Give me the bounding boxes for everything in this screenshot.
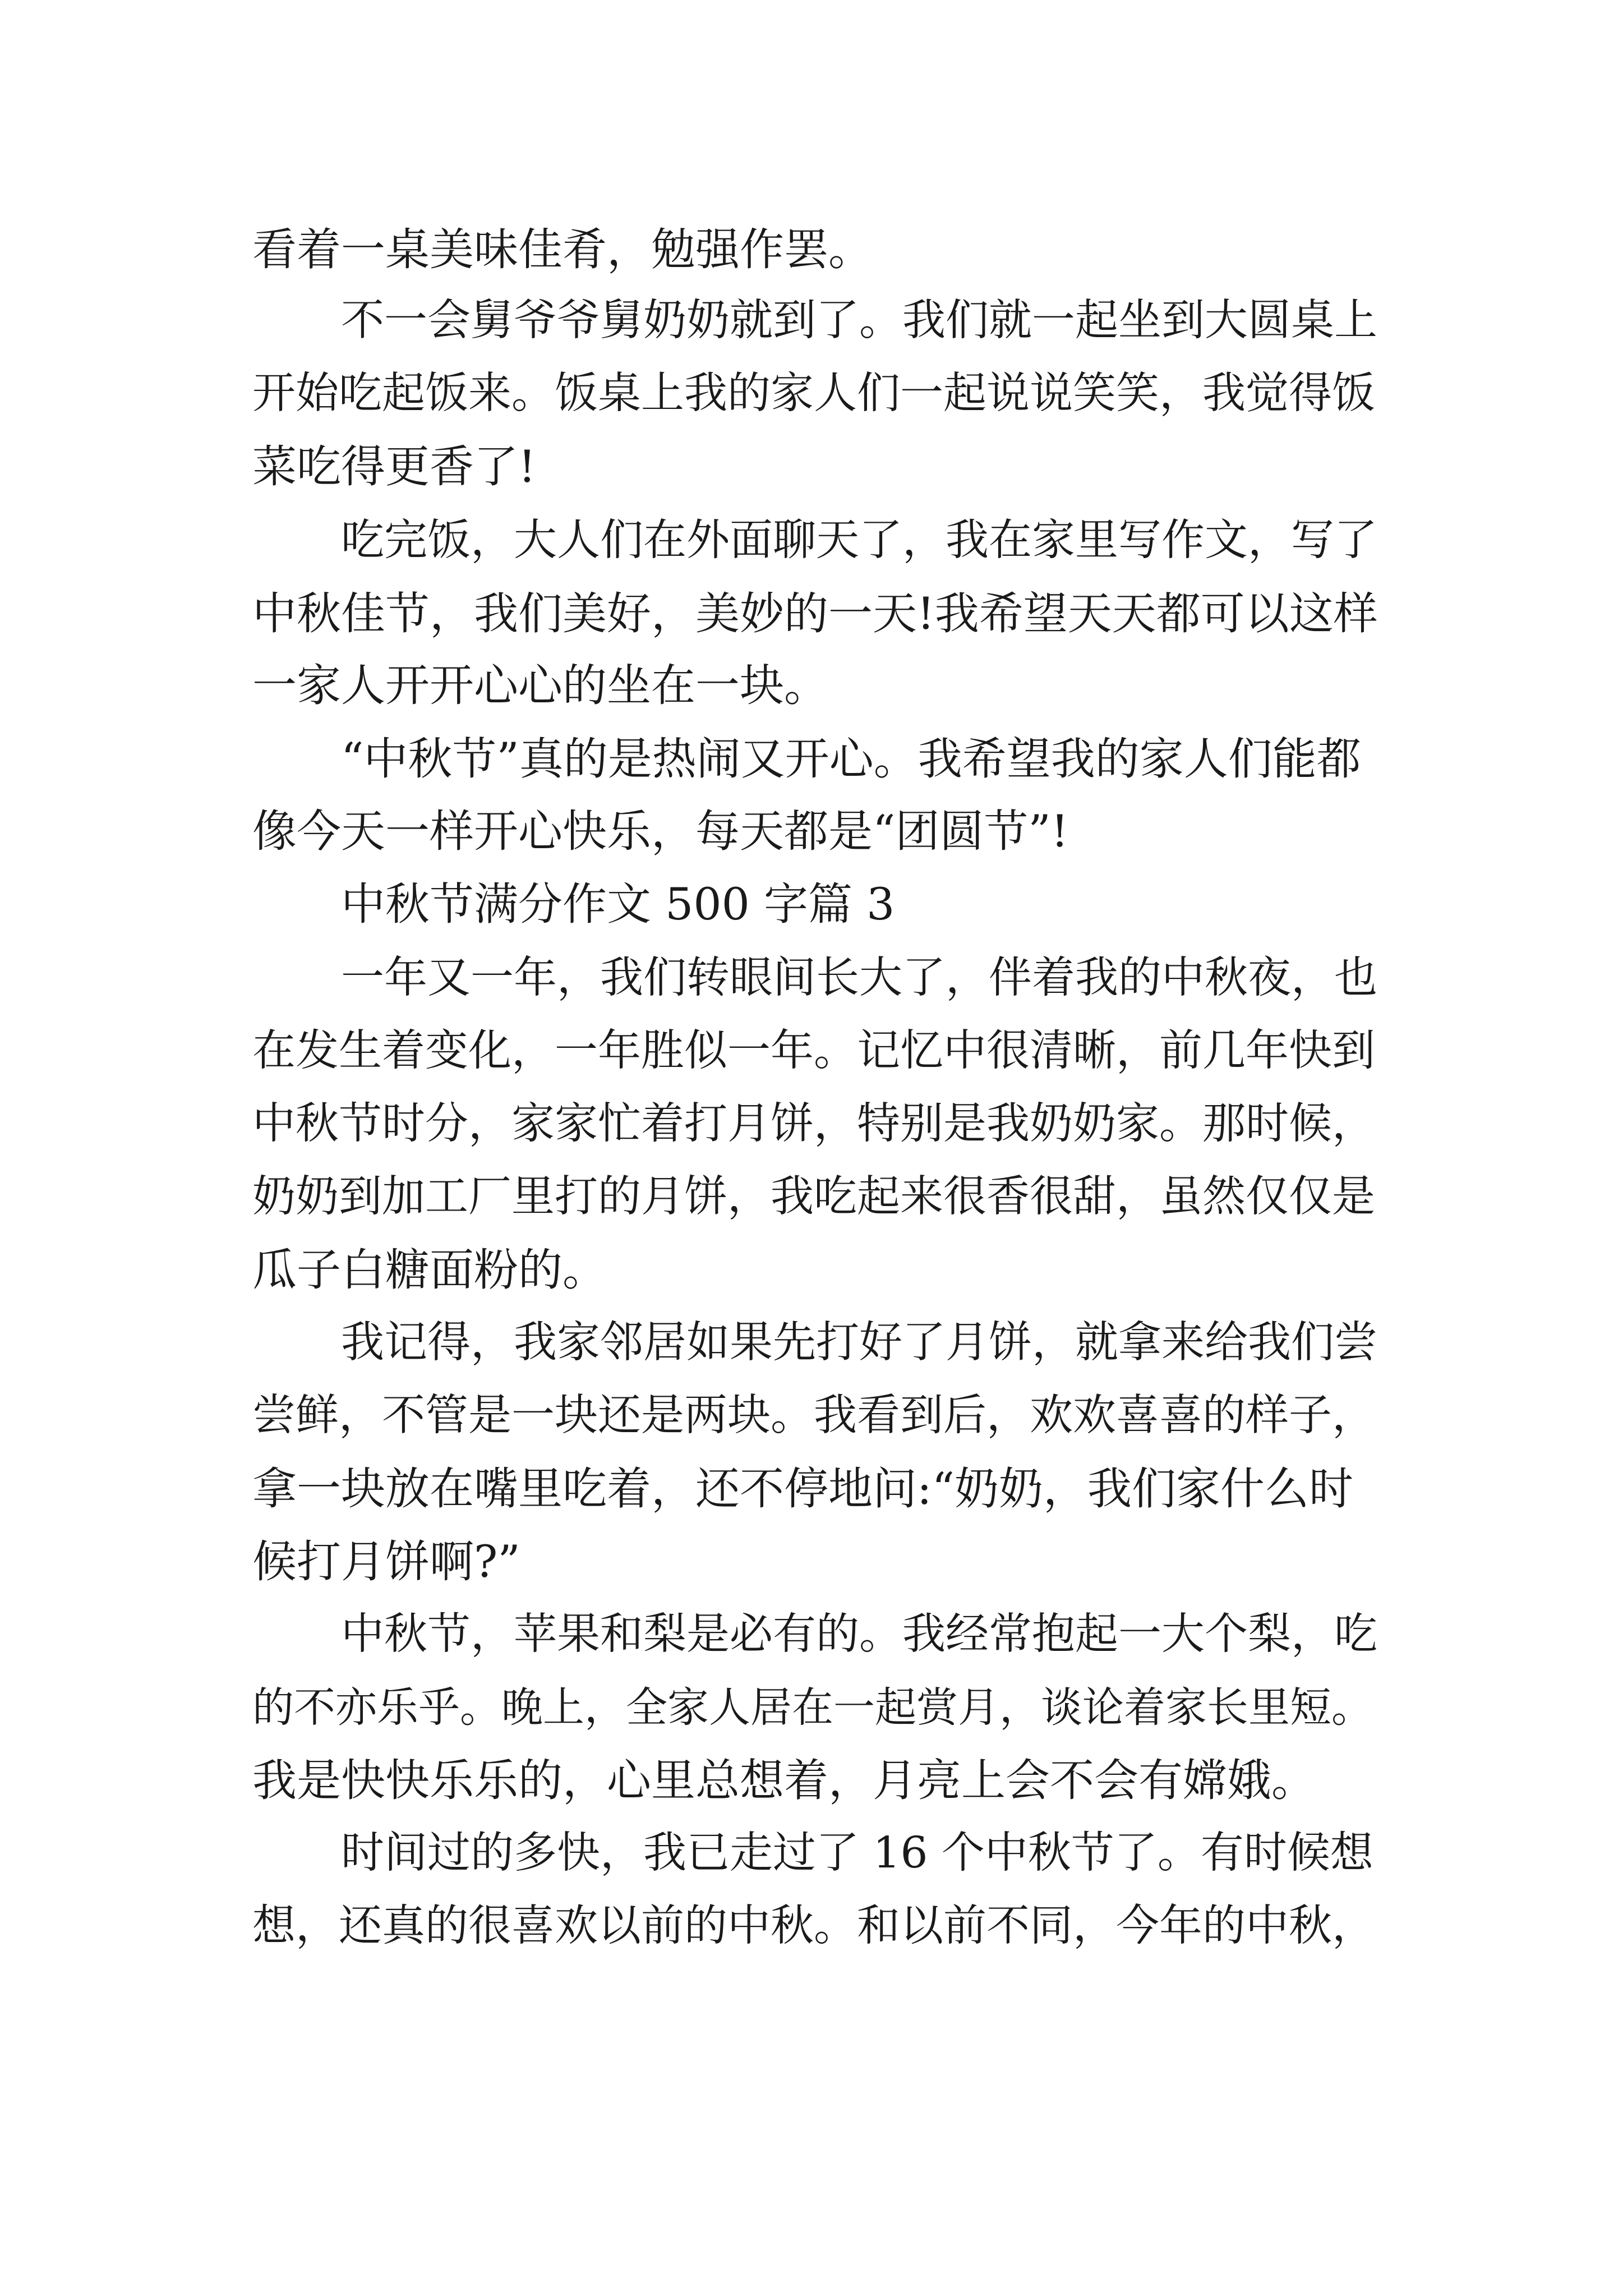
paragraph-first-line: 一年又一年，我们转眼间长大了，伴着我的中秋夜，也 [341,953,1377,1003]
text-line: 尝鲜，不管是一块还是两块。我看到后，欢欢喜喜的样子， [252,1391,1375,1441]
section-heading: 中秋节满分作文 500 字篇 3 [341,878,895,930]
text-line: 的不亦乐乎。晚上，全家人居在一起赏月，谈论着家长里短。 [252,1683,1373,1732]
paragraph-first-line: 我记得，我家邻居如果先打好了月饼，就拿来给我们尝 [341,1318,1377,1368]
text-line: 开始吃起饭来。饭桌上我的家人们一起说说笑笑，我觉得饭 [252,369,1375,418]
text-line: 中秋佳节，我们美好，美妙的一天!我希望天天都可以这样 [252,588,1378,639]
text-line: 一家人开开心心的坐在一块。 [252,660,828,711]
text-line: 我是快快乐乐的，心里总想着，月亮上会不会有嫦娥。 [252,1755,1316,1806]
text-line: 奶奶到加工厂里打的月饼，我吃起来很香很甜，虽然仅仅是 [252,1172,1375,1222]
text-line: 拿一块放在嘴里吃着，还不停地问:“奶奶，我们家什么时 [252,1463,1354,1515]
text-line: 像今天一样开心快乐，每天都是“团圆节”! [252,806,1069,857]
text-line: 中秋节时分，家家忙着打月饼，特别是我奶奶家。那时候， [252,1099,1375,1149]
text-line: 想，还真的很喜欢以前的中秋。和以前不同，今年的中秋， [252,1901,1375,1951]
text-line: 候打月饼啊?” [252,1536,520,1588]
paragraph-first-line: 不一会舅爷爷舅奶奶就到了。我们就一起坐到大圆桌上 [341,296,1377,346]
paragraph-first-line: 时间过的多快，我已走过了 16 个中秋节了。有时候想 [341,1828,1373,1878]
paragraph-first-line: 吃完饭，大人们在外面聊天了，我在家里写作文，写了 [341,516,1377,565]
paragraph-first-line: 中秋节，苹果和梨是必有的。我经常抱起一大个梨，吃 [341,1609,1377,1659]
text-line: 在发生着变化，一年胜似一年。记忆中很清晰，前几年快到 [252,1026,1375,1076]
text-line: 菜吃得更香了! [252,441,536,493]
paragraph-first-line: “中秋节”真的是热闹又开心。我希望我的家人们能都 [341,733,1361,785]
text-line: 看着一桌美味佳肴，勉强作罢。 [252,224,873,275]
text-line: 瓜子白糖面粉的。 [252,1244,607,1296]
